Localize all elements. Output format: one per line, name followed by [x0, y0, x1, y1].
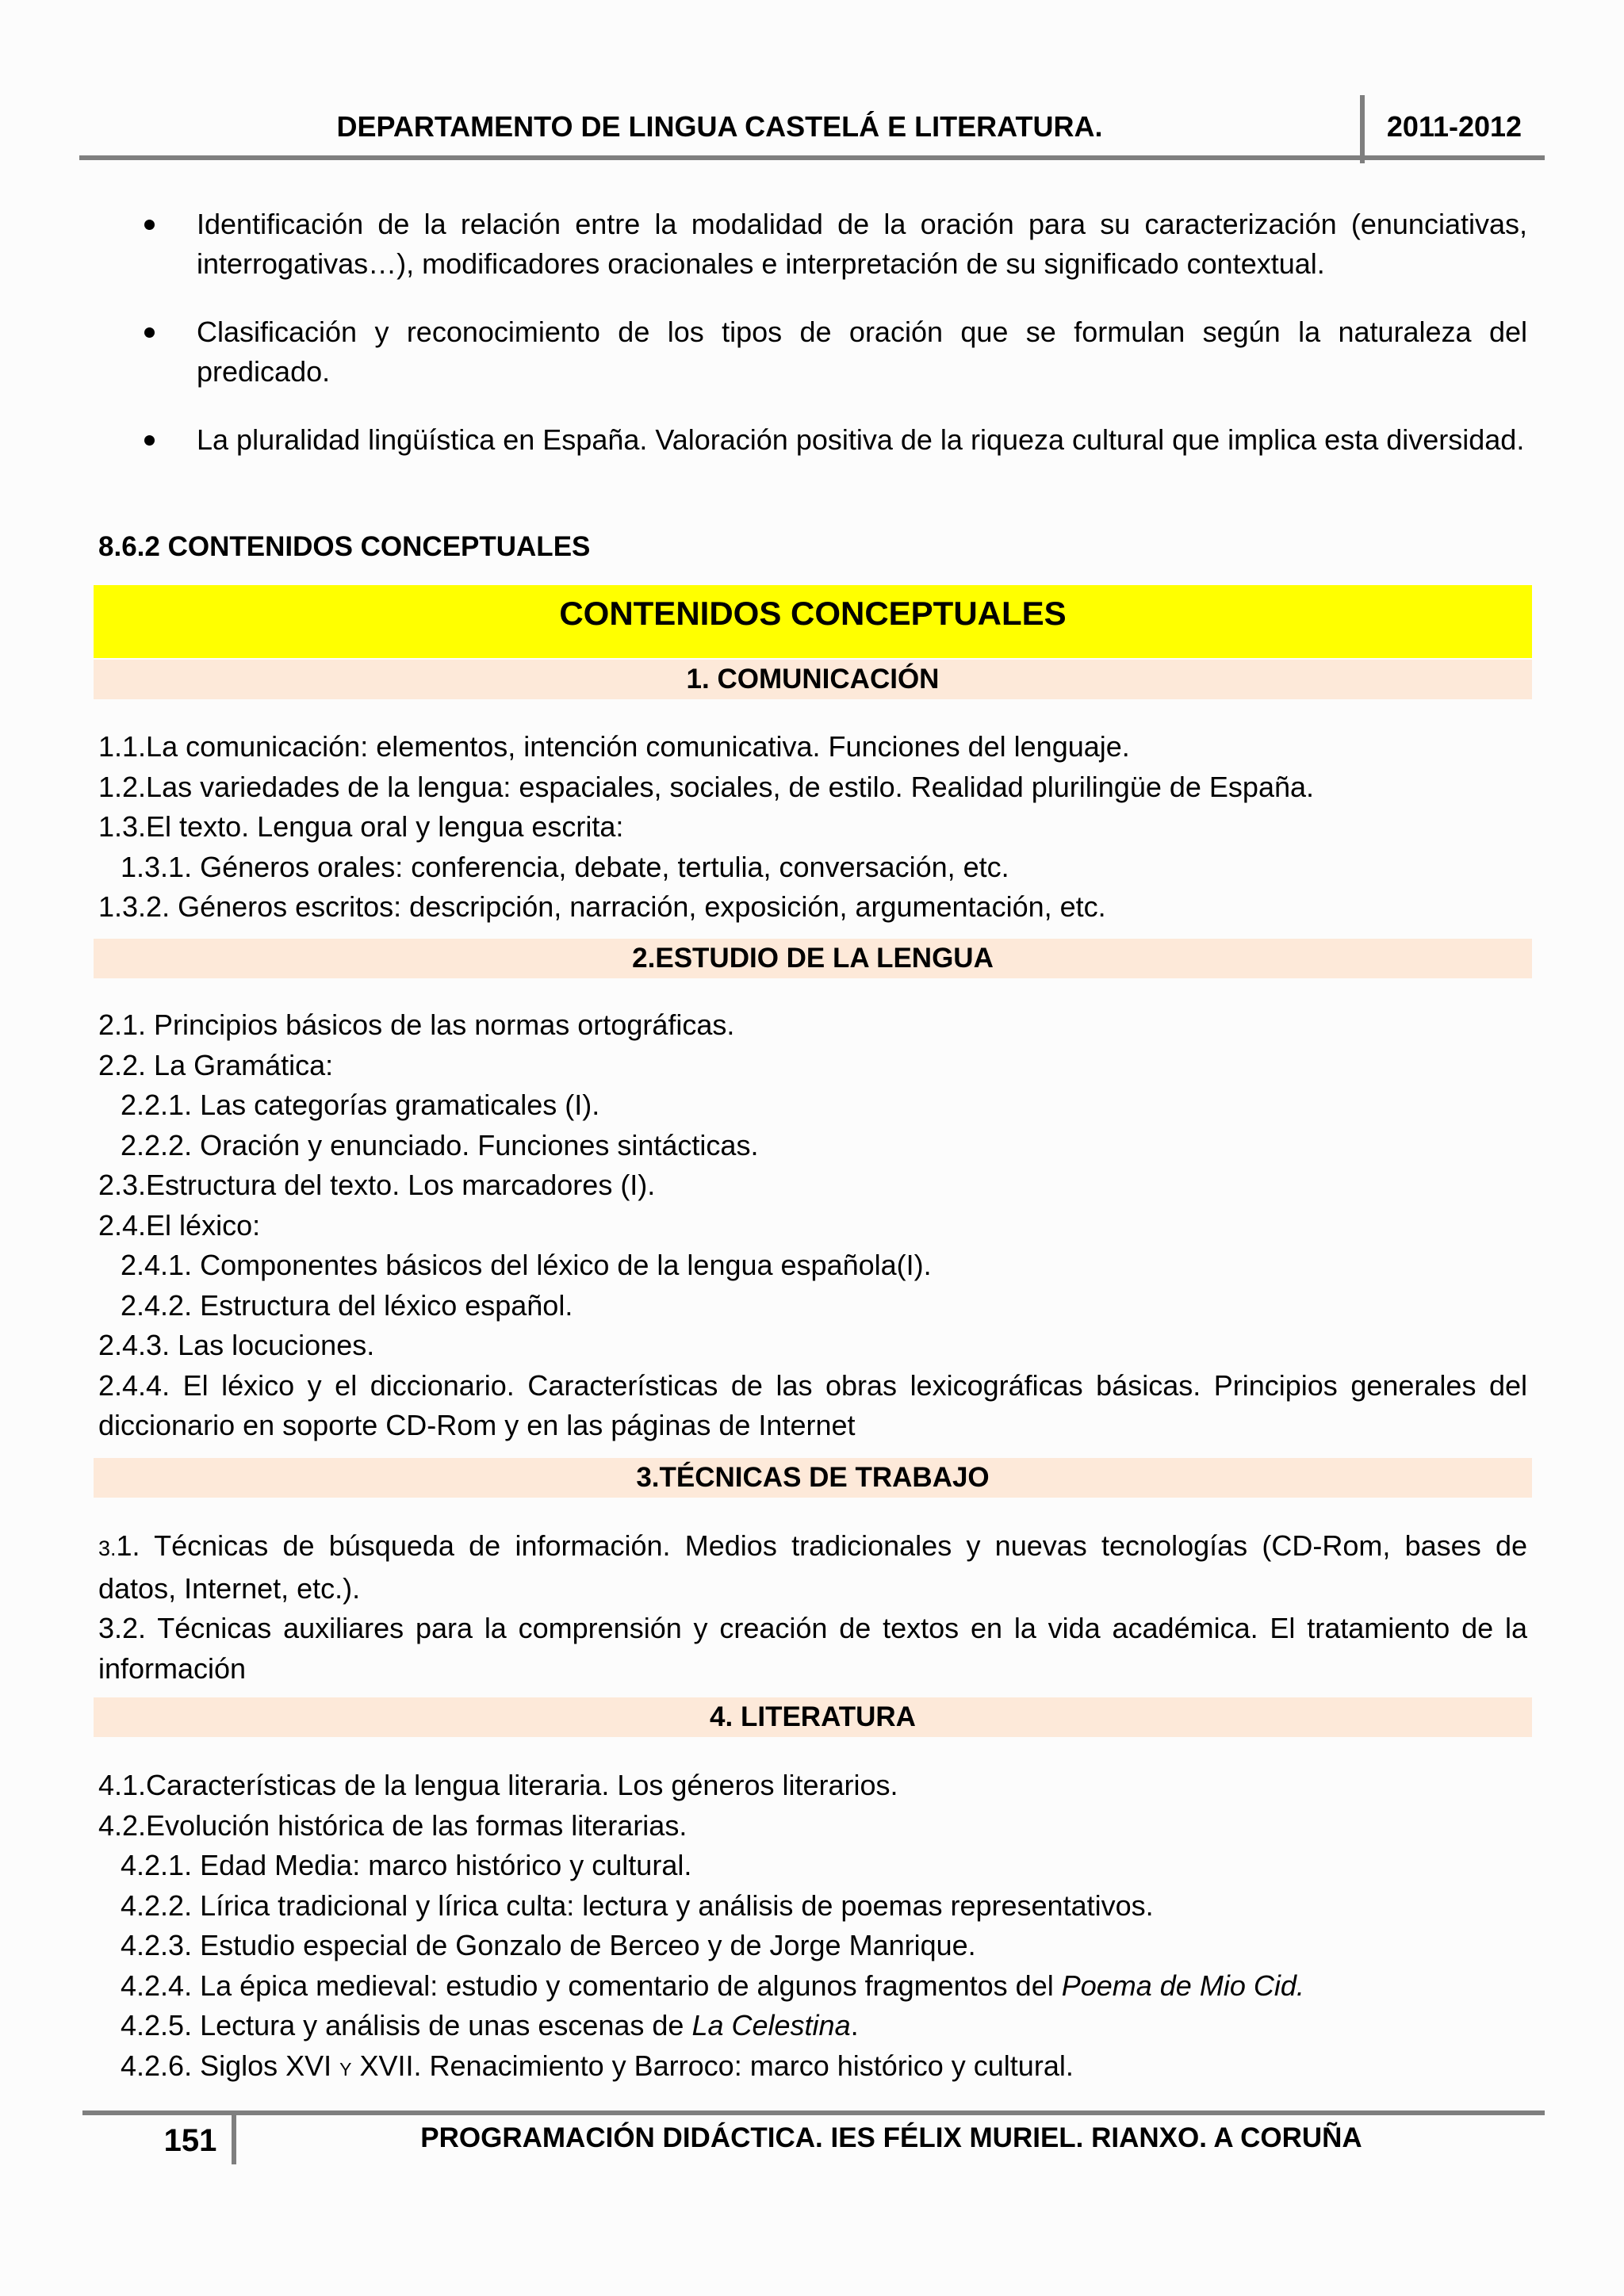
- section-4-content: [98, 1766, 1527, 2089]
- content-line-text: Y: [339, 2058, 352, 2080]
- work-title: La Celestina: [691, 2009, 851, 2042]
- section-2-header: 2.ESTUDIO DE LA LENGUA: [94, 939, 1532, 978]
- content-line-number: 3.: [98, 1536, 117, 1560]
- footer-rule: [82, 2110, 1545, 2115]
- bullet-text: Identificación de la relación entre la modalidad de la oración para su caracterización (enunciativas, interrogativas…), modificadores oracionales e interpretación de su significado contextual.: [197, 208, 1527, 280]
- content-line: [98, 1966, 1527, 2007]
- content-line: 2.2. La Gramática:: [98, 1048, 334, 1081]
- table-title: CONTENIDOS CONCEPTUALES: [559, 595, 1067, 632]
- bullet-item: [98, 205, 1527, 284]
- bullet-text: La pluralidad lingüística en España. Valoración positiva de la riqueza cultural que implica esta diversidad.: [197, 423, 1525, 456]
- bullet-list: [98, 205, 1527, 488]
- content-line-text: 4.2.5. Lectura y análisis de unas escenas de: [121, 2009, 692, 2042]
- content-line: [98, 2006, 1527, 2046]
- content-line: 2.3.Estructura del texto. Los marcadores (I).: [98, 1169, 656, 1201]
- header-year: 2011-2012: [1386, 110, 1522, 143]
- content-line: 4.2.3. Estudio especial de Gonzalo de Berceo y de Jorge Manrique.: [121, 1929, 976, 1961]
- bullet-item: [98, 312, 1527, 392]
- content-line: 1.3.1. Géneros orales: conferencia, debate, tertulia, conversación, etc.: [121, 850, 1009, 883]
- work-title: Poema de Mio Cid.: [1061, 1969, 1304, 2002]
- content-line: 2.2.2. Oración y enunciado. Funciones sintácticas.: [121, 1128, 759, 1161]
- content-line: 1.2.Las variedades de la lengua: espaciales, sociales, de estilo. Realidad plurilingüe de España.: [98, 770, 1315, 803]
- section-heading: 8.6.2 CONTENIDOS CONCEPTUALES: [98, 531, 591, 562]
- page-number: 151: [163, 2123, 217, 2158]
- bullet-text: Clasificación y reconocimiento de los tipos de oración que se formulan según la naturaleza del predicado.: [197, 316, 1527, 388]
- content-line-text: 1. Técnicas de búsqueda de información. Medios tradicionales y nuevas tecnologías (CD-Rom, bases de datos, Internet, etc.).: [98, 1529, 1527, 1605]
- content-line: 2.1. Principios básicos de las normas ortográficas.: [98, 1008, 735, 1041]
- section-2-content: [98, 1005, 1527, 1446]
- section-4-header: 4. LITERATURA: [94, 1697, 1532, 1737]
- header-divider: [1360, 95, 1365, 163]
- content-line-text: XVII. Renacimiento y Barroco: marco histórico y cultural.: [351, 2049, 1074, 2082]
- section-1-content: [98, 727, 1527, 928]
- bullet-item: [98, 420, 1527, 460]
- footer-text: PROGRAMACIÓN DIDÁCTICA. IES FÉLIX MURIEL. RIANXO. A CORUÑA: [420, 2122, 1362, 2153]
- content-line: 2.2.1. Las categorías gramaticales (I).: [121, 1089, 600, 1121]
- content-line: 4.1.Características de la lengua literaria. Los géneros literarios.: [98, 1769, 898, 1801]
- section-1-header: 1. COMUNICACIÓN: [94, 660, 1532, 699]
- content-line-text: 4.2.4. La épica medieval: estudio y comentario de algunos fragmentos del: [121, 1969, 1062, 2002]
- content-line: 1.1.La comunicación: elementos, intención comunicativa. Funciones del lenguaje.: [98, 730, 1130, 763]
- bullet-icon: [144, 327, 155, 338]
- content-line: 2.4.3. Las locuciones.: [98, 1329, 375, 1361]
- content-line: 1.3.El texto. Lengua oral y lengua escrita:: [98, 810, 624, 843]
- footer-divider: [232, 2112, 236, 2164]
- content-line: 2.4.2. Estructura del léxico español.: [121, 1288, 573, 1322]
- header-title: DEPARTAMENTO DE LINGUA CASTELÁ E LITERATURA.: [336, 110, 1103, 143]
- content-line: 4.2.1. Edad Media: marco histórico y cultural.: [121, 1849, 692, 1881]
- section-3-header: 3.TÉCNICAS DE TRABAJO: [94, 1458, 1532, 1498]
- content-line: 3.2. Técnicas auxiliares para la comprensión y creación de textos en la vida académica. El tratamiento de la información: [98, 1612, 1527, 1685]
- content-line: [98, 2046, 1527, 2090]
- bullet-icon: [144, 435, 155, 446]
- content-line: 2.4.1. Componentes básicos del léxico de la lengua española(I).: [121, 1249, 932, 1281]
- content-line: [98, 1526, 1527, 1609]
- header-rule: [79, 155, 1545, 160]
- content-line: 4.2.Evolución histórica de las formas literarias.: [98, 1808, 688, 1842]
- bullet-icon: [144, 220, 155, 230]
- content-line-text: 4.2.6. Siglos XVI: [121, 2049, 340, 2082]
- content-line: 4.2.2. Lírica tradicional y lírica culta: lectura y análisis de poemas representativos.: [121, 1888, 1154, 1922]
- section-3-content: [98, 1526, 1527, 1689]
- content-line: 2.4.4. El léxico y el diccionario. Características de las obras lexicográficas básicas. Principios generales del diccionario en soporte CD-Rom y en las páginas de Internet: [98, 1368, 1527, 1441]
- content-line-text: .: [850, 2009, 859, 2042]
- table-title-bar: [94, 585, 1532, 658]
- content-line: 1.3.2. Géneros escritos: descripción, narración, exposición, argumentación, etc.: [98, 890, 1106, 923]
- content-line: 2.4.El léxico:: [98, 1208, 261, 1242]
